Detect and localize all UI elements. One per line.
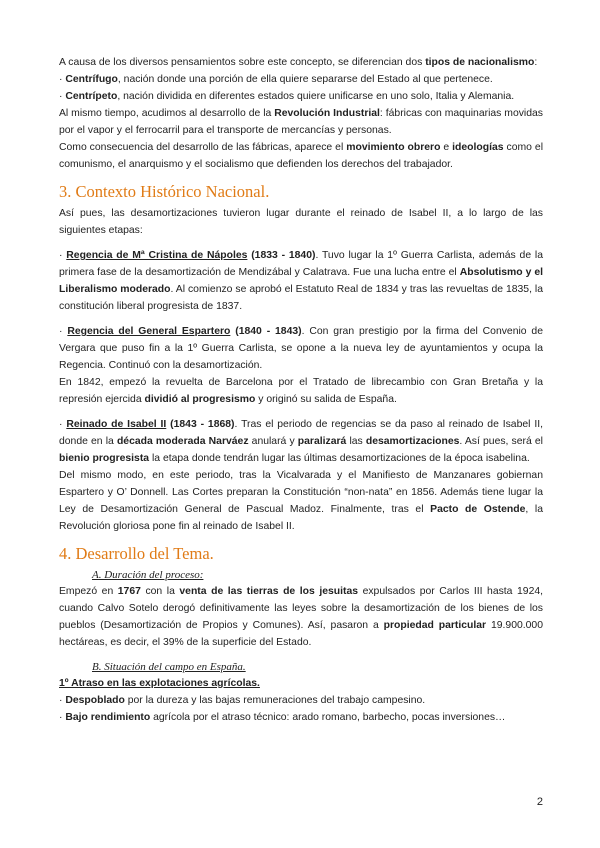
industrial-paragraph: Al mismo tiempo, acudimos al desarrollo de la Revolución Industrial: fábricas con maquinarias movidas por el vapor y el ferrocarril para el transporte de mercancías y personas.	[59, 108, 543, 136]
bajo-rendimiento-item: · Bajo rendimiento agrícola por el atraso técnico: arado romano, barbecho, pocas inversiones…	[59, 712, 506, 723]
stage-regencia-cristina: · Regencia de Mª Cristina de Nápoles (1833 - 1840). Tuvo lugar la 1º Guerra Carlista, además de la primera fase de la desamortización de Mendizábal y Calatrava. Fue una lucha entre el Absolutismo y el Liberalismo moderado. Al comienzo se aprobó el Estatuto Real de 1834 y tras las revueltas de 1835, la constitución liberal progresista de 1837.	[59, 250, 544, 312]
intro-paragraph: A causa de los diversos pensamientos sobre este concepto, se diferencian dos tipos de nacionalismo:	[59, 57, 538, 68]
centripeto-item: · Centrípeto, nación dividida en diferentes estados quiere unificarse en uno solo, Italia y Alemania.	[59, 91, 515, 102]
section-3-intro: Así pues, las desamortizaciones tuvieron lugar durante el reinado de Isabel II, a lo largo de las siguientes etapas:	[59, 208, 543, 236]
section-3-heading: 3. Contexto Histórico Nacional.	[59, 182, 270, 201]
workers-paragraph: Como consecuencia del desarrollo de las fábricas, aparece el movimiento obrero e ideologías como el comunismo, el anarquismo y el socialismo que defienden los derechos del trabajador.	[59, 142, 543, 170]
stage-isabel-continued: Del mismo modo, en este periodo, tras la Vicalvarada y el Manifiesto de Manzanares gobiernan Espartero y O’ Donnell. Las Cortes preparan la Constitución “non-nata” en 1856. Además tiene lugar la Ley de Desamortización General de Pascual Madoz. Finalmente, tras el Pacto de Ostende, la Revolución gloriosa pone fin al reinado de Isabel II.	[59, 470, 543, 532]
section-4-heading: 4. Desarrollo del Tema.	[59, 544, 214, 563]
subsection-a-heading: A. Duración del proceso:	[92, 569, 204, 581]
duration-paragraph: Empezó en 1767 con la venta de las tierras de los jesuitas expulsados por Carlos III hasta 1924, cuando Calvo Sotelo derogó definitivamente las leyes sobre la desamortización de los bienes de los pueblos (Desamortización de Propios y Comunes). Así, pasaron a propiedad particular 19.900.000 hectáreas, es decir, el 39% de la superficie del Estado.	[59, 586, 544, 648]
stage-reinado-isabel: · Reinado de Isabel II (1843 - 1868). Tras el periodo de regencias se da paso al reinado de Isabel II, donde en la década moderada Narváez anulará y paralizará las desamortizaciones. Así pues, será el bienio progresista la etapa donde tendrán lugar las últimas desamortizaciones de la época isabelina.	[59, 419, 543, 464]
atraso-title: 1º Atraso en las explotaciones agrícolas.	[59, 678, 260, 689]
stage-regencia-espartero: · Regencia del General Espartero (1840 - 1843). Con gran prestigio por la firma del Convenio de Vergara que puso fin a la 1º Guerra Carlista, se opone a la nueva ley de ayuntamientos y ocupa la Regencia. Continuó con la desamortización.	[59, 326, 543, 371]
page-number: 2	[536, 796, 543, 808]
stage-espartero-continued: En 1842, empezó la revuelta de Barcelona por el Tratado de librecambio con Gran Bretaña y la represión ejercida dividió al progresismo y originó su salida de España.	[59, 377, 543, 405]
document-page	[59, 54, 543, 726]
centrifugo-item: · Centrífugo, nación donde una porción de ella quiere separarse del Estado al que pertenece.	[59, 74, 493, 85]
subsection-b-heading: B. Situación del campo en España.	[92, 661, 246, 673]
despoblado-item: · Despoblado por la dureza y las bajas remuneraciones del trabajo campesino.	[59, 695, 426, 706]
